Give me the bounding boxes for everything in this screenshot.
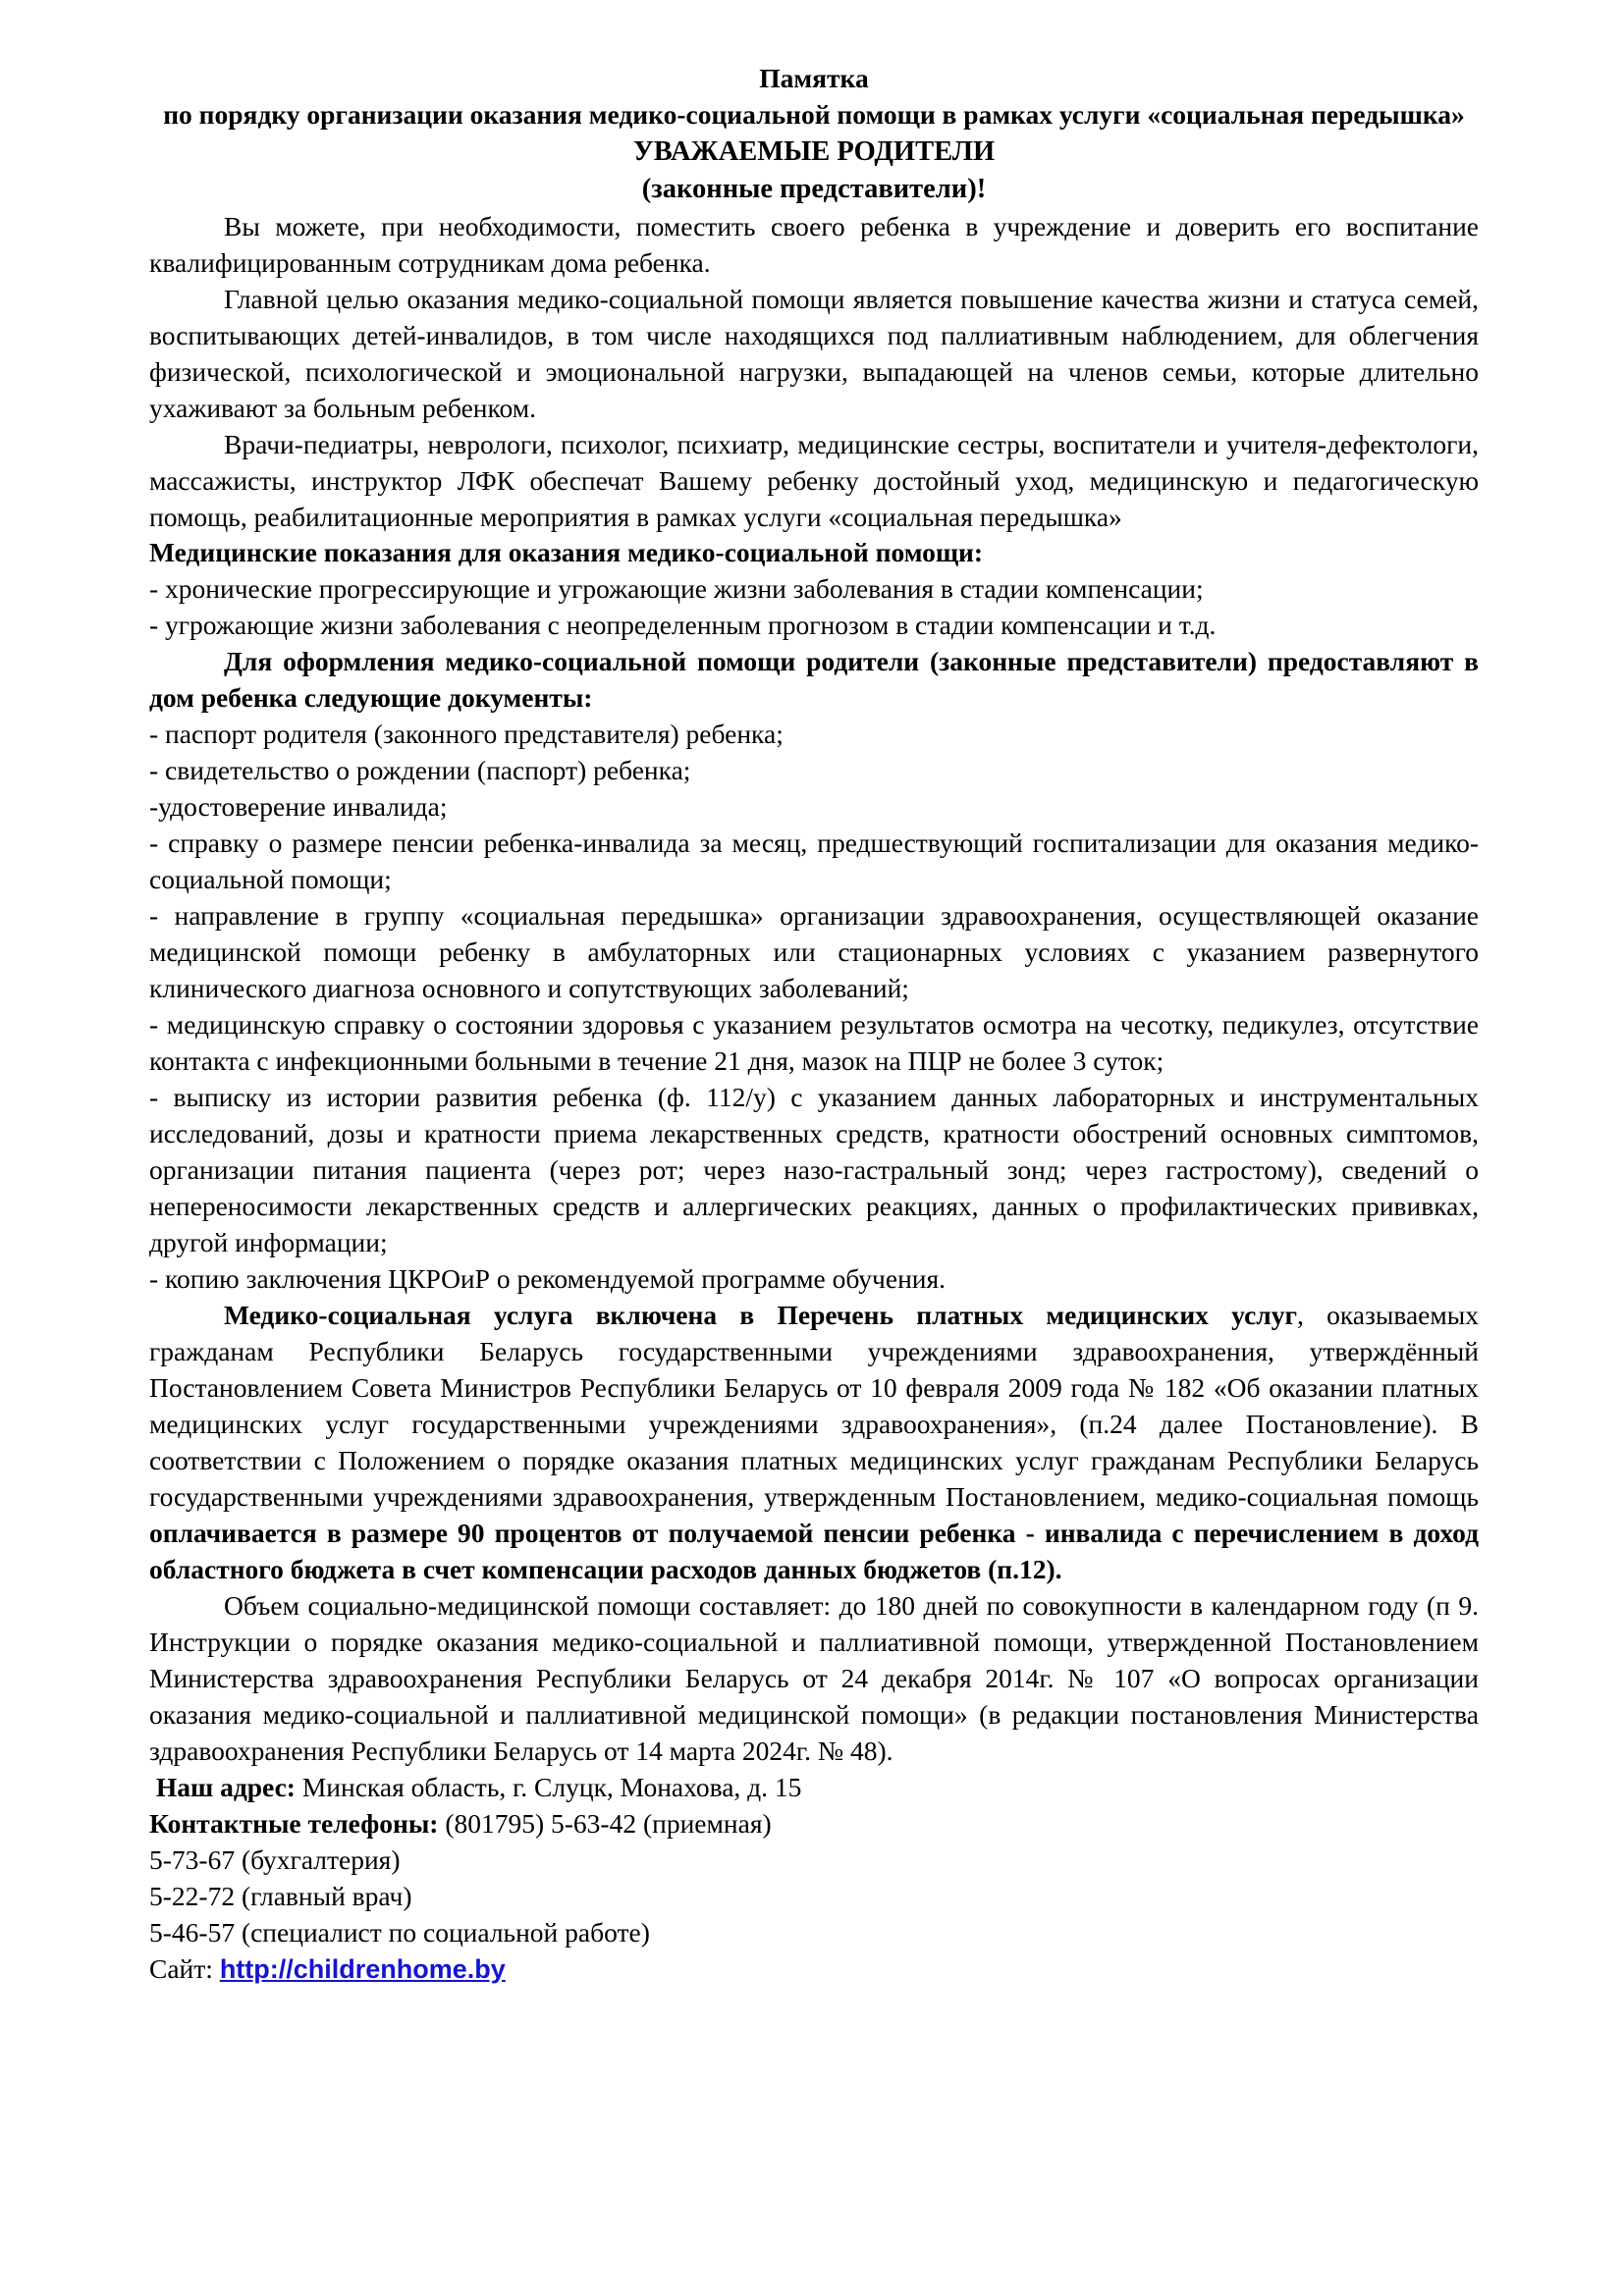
payment-lead-bold: Медико-социальная услуга включена в Перечень платных медицинских услуг (224, 1300, 1297, 1331)
paragraph-staff: Врачи-педиатры, неврологи, психолог, психиатр, медицинские сестры, воспитатели и учителя-дефектологи, массажисты, инструктор ЛФК обеспечат Вашему ребенку достойный уход, медицинскую и педагогическую помощь, реабилитационные мероприятия в рамках услуги «социальная передышка» (149, 428, 1479, 532)
address-value: Минская область, г. Слуцк, Монахова, д. 15 (301, 1771, 802, 1802)
paragraph-volume: Объем социально-медицинской помощи составляет: до 180 дней по совокупности в календарном году (п 9. Инструкции о порядке оказания медико-социальной и паллиативной помощи, утвержденной Постановлением Министерства здравоохранения Республики Беларусь от 24 декабря 2014г. № 107 «О вопросах организации оказания медико-социальной и паллиативной медицинской помощи» (в редакции постановления Министерства здравоохранения Республики Беларусь от 14 марта 2024г. № 48). (149, 1590, 1479, 1766)
contact-phone-line: 5-73-67 (бухгалтерия) (149, 1843, 401, 1875)
paragraph-goal: Главной целью оказания медико-социальной помощи является повышение качества жизни и статуса семей, воспитывающих детей-инвалидов, в том числе находящихся под паллиативным наблюдением, для облегчения физической, психологической и эмоциональной нагрузки, выпадающей на членов семьи, которые длительно ухаживают за больным ребенком. (149, 283, 1479, 423)
documents-item: - копию заключения ЦКРОиР о рекомендуемой программе обучения. (149, 1263, 947, 1295)
salutation-line-2: (законные представители)! (641, 174, 987, 205)
paragraph-intro: Вы можете, при необходимости, поместить своего ребенка в учреждение и доверить его воспитание квалифицированным сотрудникам дома ребенка. (149, 210, 1479, 278)
site-link[interactable]: http://childrenhome.by (219, 1953, 506, 1984)
documents-item: - свидетельство о рождении (паспорт) ребенка; (149, 755, 691, 786)
documents-heading: Для оформления медико-социальной помощи родители (законные представители) предоставляют в дом ребенка следующие документы: (149, 646, 1479, 714)
address-label: Наш адрес: (155, 1771, 296, 1802)
document-body (149, 61, 1479, 1988)
payment-bold-tail: оплачивается в размере 90 процентов от получаемой пенсии ребенка - инвалида с перечислением в доход областного бюджета в счет компенсации расходов данных бюджетов (п.12). (149, 1518, 1479, 1585)
site-label: Сайт: (149, 1952, 213, 1984)
document-title: Памятка (759, 63, 869, 93)
payment-body: , оказываемых гражданам Республики Беларусь государственными учреждениями здравоохранения, утверждённый Постановлением Совета Министров Республики Беларусь от 10 февраля 2009 года № 182 «Об оказании платных медицинских услуг государственными учреждениями здравоохранения», (п.24 далее Постановление). В соответствии с Положением о порядке оказания платных медицинских услуг гражданам Республики Беларусь государственными учреждениями здравоохранения, утвержденным Постановлением, медико-социальная помощь (149, 1300, 1479, 1513)
document-subtitle: по порядку организации оказания медико-социальной помощи в рамках услуги «социальная передышка» (163, 98, 1465, 130)
contact-phones (149, 1806, 1479, 1842)
documents-item: -удостоверение инвалида; (149, 791, 448, 823)
contact-phone-line: 5-22-72 (главный врач) (149, 1880, 412, 1911)
contact-site (149, 1951, 1479, 1988)
phones-main: (801795) 5-63-42 (приемная) (445, 1807, 772, 1839)
indications-item: - хронические прогрессирующие и угрожающие жизни заболевания в стадии компенсации; (149, 573, 1204, 605)
documents-item: - направление в группу «социальная передышка» организации здравоохранения, осуществляющей оказание медицинской помощи ребенку в амбулаторных или стационарных условиях с указанием развернутого клинического диагноза основного и сопутствующих заболеваний; (149, 900, 1479, 1004)
paragraph-payment (149, 1298, 1479, 1588)
salutation-line-1: УВАЖАЕМЫЕ РОДИТЕЛИ (632, 135, 996, 167)
indications-item: - угрожающие жизни заболевания с неопределенным прогнозом в стадии компенсации и т.д. (149, 610, 1217, 641)
contact-phone-line: 5-46-57 (специалист по социальной работе) (149, 1916, 650, 1948)
documents-item: - выписку из истории развития ребенка (ф. 112/у) с указанием данных лабораторных и инструментальных исследований, дозы и кратности приема лекарственных средств, кратности обострений основных симптомов, организации питания пациента (через рот; через назо-гастральный зонд; через гастростому), сведений о непереносимости лекарственных средств и аллергических реакциях, данных о профилактических прививках, другой информации; (149, 1082, 1479, 1258)
phones-label: Контактные телефоны: (149, 1807, 439, 1839)
documents-item: - медицинскую справку о состоянии здоровья с указанием результатов осмотра на чесотку, педикулез, отсутствие контакта с инфекционными больными в течение 21 дня, мазок на ПЦР не более 3 суток; (149, 1009, 1479, 1077)
indications-heading: Медицинские показания для оказания медико-социальной помощи: (149, 537, 984, 568)
contact-address (149, 1770, 1479, 1806)
documents-item: - паспорт родителя (законного представителя) ребенка; (149, 719, 784, 750)
documents-item: - справку о размере пенсии ребенка-инвалида за месяц, предшествующий госпитализации для оказания медико-социальной помощи; (149, 828, 1479, 895)
